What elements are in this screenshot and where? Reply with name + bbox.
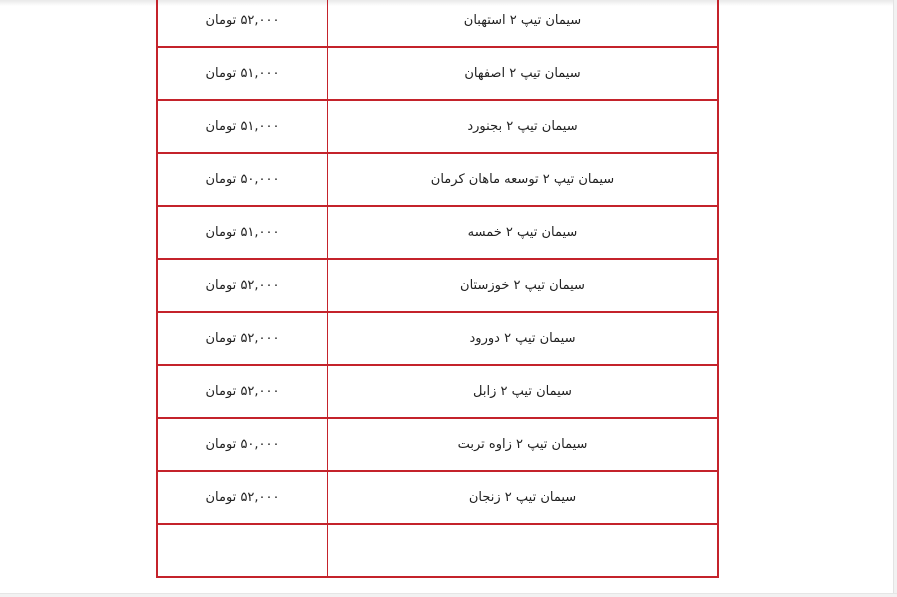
product-name-cell: سیمان تیپ ۲ خمسه xyxy=(328,206,719,259)
price-cell xyxy=(157,524,328,577)
table-row xyxy=(157,418,718,471)
bottom-page-edge xyxy=(0,593,897,597)
price-cell: ۵۱,۰۰۰ تومان xyxy=(157,100,328,153)
price-cell: ۵۲,۰۰۰ تومان xyxy=(157,312,328,365)
price-cell: ۵۱,۰۰۰ تومان xyxy=(157,206,328,259)
product-name-cell: سیمان تیپ ۲ توسعه ماهان کرمان xyxy=(328,153,719,206)
product-name-cell: سیمان تیپ ۲ زابل xyxy=(328,365,719,418)
product-name-cell: سیمان تیپ ۲ اصفهان xyxy=(328,47,719,100)
price-cell: ۵۲,۰۰۰ تومان xyxy=(157,259,328,312)
product-name-cell: سیمان تیپ ۲ خوزستان xyxy=(328,259,719,312)
table-row xyxy=(157,0,718,47)
table-row xyxy=(157,206,718,259)
table-row xyxy=(157,312,718,365)
cement-price-table xyxy=(156,0,719,578)
table-row-empty xyxy=(157,524,718,577)
price-cell: ۵۰,۰۰۰ تومان xyxy=(157,153,328,206)
table-row xyxy=(157,153,718,206)
product-name-cell: سیمان تیپ ۲ بجنورد xyxy=(328,100,719,153)
price-cell: ۵۱,۰۰۰ تومان xyxy=(157,47,328,100)
table-row xyxy=(157,365,718,418)
right-page-edge xyxy=(893,0,897,597)
table-row xyxy=(157,471,718,524)
product-name-cell: سیمان تیپ ۲ دورود xyxy=(328,312,719,365)
price-cell: ۵۲,۰۰۰ تومان xyxy=(157,365,328,418)
table-row xyxy=(157,259,718,312)
price-cell: ۵۲,۰۰۰ تومان xyxy=(157,0,328,47)
product-name-cell xyxy=(328,524,719,577)
price-cell: ۵۲,۰۰۰ تومان xyxy=(157,471,328,524)
product-name-cell: سیمان تیپ ۲ زاوه تربت xyxy=(328,418,719,471)
product-name-cell: سیمان تیپ ۲ زنجان xyxy=(328,471,719,524)
price-cell: ۵۰,۰۰۰ تومان xyxy=(157,418,328,471)
table-row xyxy=(157,47,718,100)
product-name-cell: سیمان تیپ ۲ استهبان xyxy=(328,0,719,47)
table-row xyxy=(157,100,718,153)
